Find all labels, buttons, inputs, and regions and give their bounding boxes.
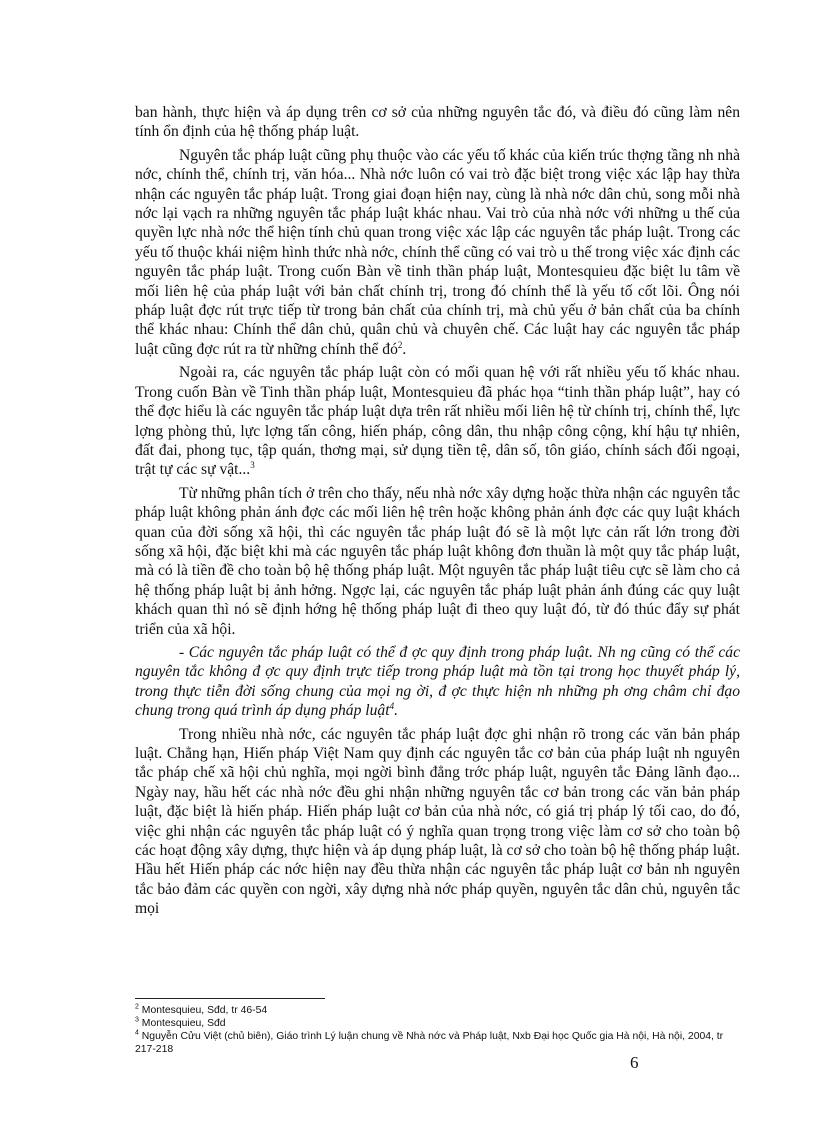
footnotes (135, 1004, 745, 1056)
page-number: 6 (630, 1053, 639, 1072)
paragraph: Trong nhiều nhà nớc, các nguyên tắc pháp luật đợc ghi nhận rõ trong các văn bản pháp luật. Chẳng hạn, Hiến pháp Việt Nam quy định các nguyên tắc cơ bản của pháp luật nh nguyên tắc pháp chế xã hội chủ nghĩa, mọi ngời bình đẳng trớc pháp luật, nguyên tắc Đảng lãnh đạo... Ngày nay, hầu hết các nhà nớc đều ghi nhận những nguyên tắc cơ bản trong các văn bản pháp luật, đặc biệt là hiến pháp. Hiến pháp luật cơ bản của nhà nớc, có giá trị pháp lý tối cao, do đó, việc ghi nhận các nguyên tắc pháp luật có ý nghĩa quan trọng trong việc làm cơ sở cho toàn bộ các hoạt động xây dựng, thực hiện và áp dụng pháp luật, là cơ sở cho toàn bộ hệ thống pháp luật. Hầu hết Hiến pháp các nớc hiện nay đều thừa nhận các nguyên tắc pháp luật cơ bản nh nguyên tắc bảo đảm các quyền con ngời, xây dựng nhà nớc pháp quyền, nguyên tắc dân chủ, nguyên tắc mọi (135, 725, 741, 918)
footnote: $^3$ Montesquieu, Sđd (135, 1016, 226, 1029)
body-text (135, 103, 740, 923)
footnote-mark: 4 (135, 1029, 139, 1037)
italic-paragraph: - Các nguyên tắc pháp luật có thể đ ợc quy định trong pháp luật. Nh ng cũng có thể các nguyên tắc không đ ợc quy định trực tiếp trong pháp luật mà tồn tại trong học thuyết pháp lý, trong thực tiễn đời sống chung của mọi ng ời, đ ợc thực hiện nh những ph ơng châm chỉ đạo chung trong quá trình áp dụng pháp luật$^4$. (135, 643, 740, 720)
footnote: $^4$ Nguyễn Cửu Việt (chủ biên), Giáo trình Lý luận chung về Nhà nớc và Pháp luật, Nxb Đại học Quốc gia Hà nội, Hà nội, 2004, tr 217-218 (135, 1029, 724, 1055)
footnote-mark: 3 (135, 1016, 139, 1024)
footnote-reference: 4 (389, 701, 395, 711)
footnote-separator (135, 998, 325, 999)
paragraph: ban hành, thực hiện và áp dụng trên cơ sở của những nguyên tắc đó, và điều đó cũng làm nên tính ổn định của hệ thống pháp luật. (135, 104, 740, 141)
paragraph: Từ những phân tích ở trên cho thấy, nếu nhà nớc xây dựng hoặc thừa nhận các nguyên tắc pháp luật không phản ánh đợc các mối liên hệ trên hoặc không phản ánh đợc các quy luật khách quan của đời sống xã hội, thì các nguyên tắc pháp luật đó sẽ là một lực cản rất lớn trong đời sống xã hội, đặc biệt khi mà các nguyên tắc pháp luật không đơn thuần là một quy tắc pháp luật, mà có là tiền đề cho toàn bộ hệ thống pháp luật. Một nguyên tắc pháp luật tiêu cực sẽ làm cho cả hệ thống pháp luật bị ảnh hởng. Ngợc lại, các nguyên tắc pháp luật phản ánh đúng các quy luật khách quan thì nó sẽ định hớng hệ thống pháp luật đi theo quy luật đó, từ đó thúc đẩy sự phát triển của xã hội. (135, 484, 740, 638)
footnote-reference: 3 (250, 460, 255, 471)
footnote-mark: 2 (135, 1003, 139, 1011)
paragraph: Ngoài ra, các nguyên tắc pháp luật còn có mối quan hệ với rất nhiều yếu tố khác nhau. Trong cuốn Bàn về Tinh thần pháp luật, Montesquieu đã phác họa “tinh thần pháp luật”, hay có thể đợc hiểu là các nguyên tắc pháp luật dựa trên rất nhiều mối liên hệ từ chính trị, chính thể, lực lợng phòng thủ, lực lợng tấn công, hiến pháp, công dân, thu nhập công cộng, khí hậu tự nhiên, đất đai, phong tục, tập quán, thơng mại, sử dụng tiền tệ, dân số, tôn giáo, chính sách đối ngoại, trật tự các sự vật...$^3$ (135, 364, 740, 479)
footnote: $^2$ Montesquieu, Sđd, tr 46-54 (135, 1003, 268, 1016)
footnote-reference: 2 (397, 339, 403, 350)
paragraph: Nguyên tắc pháp luật cũng phụ thuộc vào các yếu tố khác của kiến trúc thợng tầng nh nhà nớc, chính thể, chính trị, văn hóa... Nhà nớc luôn có vai trò đặc biệt trong việc xác lập hay thừa nhận các nguyên tắc pháp luật. Trong giai đoạn hiện nay, cùng là nhà nớc dân chủ, song mỗi nhà nớc lại vạch ra những nguyên tắc pháp luật khác nhau. Vai trò của nhà nớc với những u thế của quyền lực nhà nớc thể hiện tính chủ quan trong việc xác lập các nguyên tắc pháp luật. Trong các yếu tố thuộc khái niệm hình thức nhà nớc, chính thể cũng có vai trò u thế trong việc xác định các nguyên tắc pháp luật. Trong cuốn Bàn về tinh thần pháp luật, Montesquieu đặc biệt lu tâm về mối liên hệ của pháp luật với bản chất chính trị, trong đó chính thể là yếu tố cốt lõi. Ông nói pháp luật đợc rút trực tiếp từ trong bản chất của chính trị, mà chủ yếu ở bản chất của ba chính thể khác nhau: Chính thể dân chủ, quân chủ và chuyên chế. Các luật hay các nguyên tắc pháp luật cũng đợc rút ra từ những chính thể $đó^2$. (135, 146, 740, 358)
